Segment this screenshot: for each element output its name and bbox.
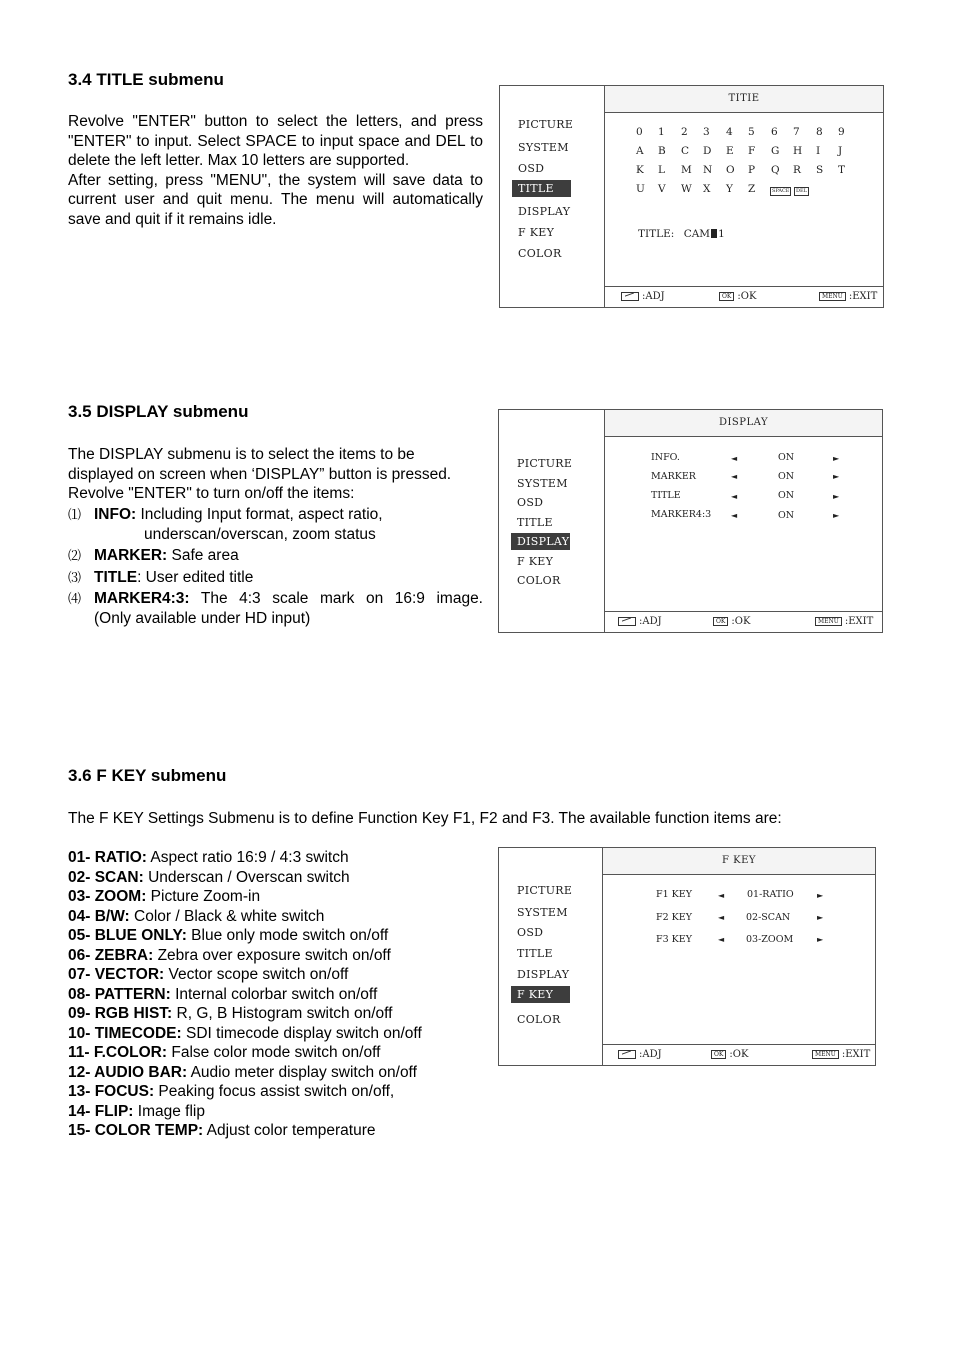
menu-item-color[interactable]: COLOR <box>517 574 561 587</box>
fkey-row-label: F2 KEY <box>656 912 692 923</box>
menu-item-system[interactable]: SYSTEM <box>517 906 568 919</box>
char-cell[interactable]: Q <box>771 164 780 176</box>
char-cell[interactable]: W <box>681 183 692 195</box>
list-item: 03- ZOOM: Picture Zoom-in <box>68 888 261 905</box>
menu-item-system[interactable]: SYSTEM <box>517 477 568 490</box>
list-item: 10- TIMECODE: SDI timecode display switch on/off <box>68 1024 422 1042</box>
footer-adj: :ADJ <box>621 287 665 307</box>
menu-item-picture[interactable]: PICTURE <box>517 457 573 470</box>
char-cell[interactable]: X <box>703 183 711 195</box>
char-cell[interactable]: O <box>726 164 735 176</box>
char-cell[interactable]: I <box>816 145 821 157</box>
title-osd-screen <box>499 85 884 308</box>
title-para-2: After setting, press "MENU", the system will save data to current user and quit menu. The menu will automatically save and quit if it remains idle. <box>68 171 483 228</box>
display-row-label: INFO. <box>651 452 680 463</box>
menu-item-system[interactable]: SYSTEM <box>518 141 569 154</box>
fkey-row-value[interactable]: 01-RATIO <box>747 889 794 900</box>
char-cell[interactable]: F <box>748 145 756 157</box>
footer-ok: OK :OK <box>713 612 750 632</box>
arrow-right-icon[interactable]: ► <box>833 492 840 501</box>
arrow-left-icon[interactable]: ◄ <box>718 935 725 944</box>
char-cell[interactable]: L <box>658 164 665 176</box>
section-heading-title: 3.4 TITLE submenu <box>68 70 224 89</box>
fkey-row-value[interactable]: 03-ZOOM <box>746 934 794 945</box>
display-intro-3: Revolve "ENTER" to turn on/off the items: <box>68 485 355 502</box>
menu-item-osd[interactable]: OSD <box>518 162 545 175</box>
footer-adj: :ADJ <box>618 612 662 632</box>
display-row-value[interactable]: ON <box>778 510 795 521</box>
arrow-right-icon[interactable]: ► <box>833 472 840 481</box>
rotate-knob-icon <box>621 292 639 301</box>
menu-item-display-selected[interactable]: DISPLAY <box>511 533 570 550</box>
osd-header: DISPLAY <box>605 410 882 437</box>
fkey-intro: The F KEY Settings Submenu is to define Function Key F1, F2 and F3. The available function items are: <box>68 810 782 827</box>
char-cell[interactable]: K <box>636 164 644 176</box>
menu-item-osd[interactable]: OSD <box>517 496 544 509</box>
footer-exit: MENU :EXIT <box>815 612 873 632</box>
list-item: ⑶ TITLE: User edited title <box>68 568 254 586</box>
char-cell[interactable]: Z <box>748 183 756 195</box>
arrow-left-icon[interactable]: ◄ <box>718 891 725 900</box>
char-cell[interactable]: 4 <box>726 126 733 138</box>
menu-item-display[interactable]: DISPLAY <box>518 205 571 218</box>
title-description <box>68 112 483 229</box>
list-item: 12- AUDIO BAR: Audio meter display switch on/off <box>68 1063 417 1081</box>
arrow-right-icon[interactable]: ► <box>833 511 840 520</box>
list-item: 06- ZEBRA: Zebra over exposure switch on/off <box>68 946 391 964</box>
char-cell[interactable]: D <box>703 145 712 157</box>
menu-item-title-selected[interactable]: TITLE <box>512 180 571 197</box>
list-item: 02- SCAN: Underscan / Overscan switch <box>68 868 350 886</box>
display-description <box>68 445 488 504</box>
display-row-label: TITLE <box>651 490 681 501</box>
space-button[interactable]: SPACE <box>772 188 790 194</box>
osd-menu-list <box>499 410 605 632</box>
char-cell[interactable]: Y <box>726 183 733 195</box>
menu-key-icon: MENU <box>812 1050 839 1059</box>
char-cell[interactable]: C <box>681 145 690 157</box>
footer-adj: :ADJ <box>618 1045 662 1065</box>
char-cell[interactable]: S <box>816 164 824 176</box>
osd-header: F KEY <box>603 848 875 875</box>
osd-header: TITIE <box>605 86 883 113</box>
menu-item-title[interactable]: TITLE <box>517 516 553 529</box>
menu-item-picture[interactable]: PICTURE <box>517 884 573 897</box>
title-value-row <box>638 228 725 240</box>
del-button[interactable]: DEL <box>796 188 807 194</box>
section-heading-display: 3.5 DISPLAY submenu <box>68 402 249 421</box>
section-heading-fkey: 3.6 F KEY submenu <box>68 766 227 785</box>
osd-menu-list <box>500 86 605 307</box>
display-intro-2: displayed on screen when ‘DISPLAY” button is pressed. <box>68 465 452 483</box>
fkey-function-list <box>68 848 498 1141</box>
list-item: 01- RATIO: Aspect ratio 16:9 / 4:3 switch <box>68 849 349 866</box>
display-item-list <box>68 505 483 628</box>
char-cell[interactable]: 7 <box>793 126 800 138</box>
list-item: 15- COLOR TEMP: Adjust color temperature <box>68 1122 376 1139</box>
arrow-right-icon[interactable]: ► <box>817 935 824 944</box>
arrow-right-icon[interactable]: ► <box>817 913 824 922</box>
osd-footer <box>603 1044 875 1065</box>
menu-key-icon: MENU <box>815 617 842 626</box>
display-row-value[interactable]: ON <box>778 490 795 501</box>
osd-footer <box>605 286 883 307</box>
char-cell[interactable]: 6 <box>771 126 778 138</box>
menu-item-fkey-selected[interactable]: F KEY <box>511 986 570 1003</box>
display-osd-screen <box>498 409 883 633</box>
title-value-text: CAM <box>683 228 711 240</box>
list-item: 08- PATTERN: Internal colorbar switch on/off <box>68 985 378 1003</box>
list-item: ⑴ INFO: Including Input format, aspect ratio, underscan/overscan, zoom status <box>68 506 383 543</box>
display-row-value[interactable]: ON <box>778 471 795 482</box>
char-cell[interactable]: R <box>793 164 801 176</box>
title-value[interactable] <box>684 228 725 240</box>
char-cell[interactable]: E <box>726 145 734 157</box>
menu-key-icon: MENU <box>819 292 846 301</box>
char-cell[interactable]: T <box>838 164 846 176</box>
list-item: 11- F.COLOR: False color mode switch on/off <box>68 1044 381 1061</box>
arrow-left-icon[interactable]: ◄ <box>718 913 725 922</box>
list-item: 14- FLIP: Image flip <box>68 1102 205 1120</box>
char-cell[interactable]: B <box>658 145 666 157</box>
ok-key-icon: OK <box>719 292 734 301</box>
display-intro-1: The DISPLAY submenu is to select the items to be <box>68 446 415 463</box>
arrow-left-icon[interactable]: ◄ <box>731 511 738 520</box>
list-item: 09- RGB HIST: R, G, B Histogram switch on/off <box>68 1005 393 1022</box>
display-row-label: MARKER <box>651 471 696 482</box>
arrow-right-icon[interactable]: ► <box>817 891 824 900</box>
char-cell[interactable]: 3 <box>703 126 710 138</box>
menu-item-osd[interactable]: OSD <box>517 926 544 939</box>
arrow-left-icon[interactable]: ◄ <box>731 472 738 481</box>
rotate-knob-icon <box>618 617 636 626</box>
char-cell[interactable]: A <box>636 145 644 157</box>
menu-item-color[interactable]: COLOR <box>517 1013 561 1026</box>
list-item: 07- VECTOR: Vector scope switch on/off <box>68 966 349 983</box>
arrow-left-icon[interactable]: ◄ <box>731 492 738 501</box>
menu-item-title[interactable]: TITLE <box>517 947 553 960</box>
fkey-row-value[interactable]: 02-SCAN <box>746 912 791 923</box>
fkey-osd-screen <box>498 847 876 1066</box>
char-cell[interactable]: 9 <box>838 126 845 138</box>
list-item: 05- BLUE ONLY: Blue only mode switch on/off <box>68 927 389 944</box>
menu-item-fkey[interactable]: F KEY <box>518 226 555 239</box>
osd-footer <box>605 611 882 632</box>
footer-exit: MENU :EXIT <box>812 1045 870 1065</box>
footer-exit: MENU :EXIT <box>819 287 877 307</box>
char-cell[interactable]: P <box>748 164 756 176</box>
ok-key-icon: OK <box>713 617 728 626</box>
rotate-knob-icon <box>618 1050 636 1059</box>
char-cell[interactable]: 5 <box>748 126 755 138</box>
char-cell[interactable]: N <box>703 164 713 176</box>
footer-ok: OK :OK <box>711 1045 748 1065</box>
char-cell[interactable]: U <box>636 183 645 195</box>
char-cell[interactable]: 0 <box>636 126 643 138</box>
char-cell[interactable]: V <box>658 183 666 195</box>
arrow-left-icon[interactable]: ◄ <box>731 454 738 463</box>
list-item: ⑵ MARKER: Safe area <box>68 547 239 564</box>
fkey-row-label: F3 KEY <box>656 934 692 945</box>
title-para-1: Revolve "ENTER" button to select the letters, and press "ENTER" to input. Select SPACE to input space and DEL to delete the left letter. Max 10 letters are supported. <box>68 113 483 169</box>
text-cursor <box>711 229 717 238</box>
display-row-label: MARKER4:3 <box>651 509 712 520</box>
char-cell[interactable]: 2 <box>681 126 688 138</box>
list-item: ⑷ MARKER4:3: The 4:3 scale mark on 16:9 image. (Only available under HD input) <box>68 590 483 627</box>
char-cell[interactable]: 8 <box>816 126 823 138</box>
fkey-row-label: F1 KEY <box>656 889 692 900</box>
char-cell[interactable]: M <box>681 164 692 176</box>
list-item: 04- B/W: Color / Black & white switch <box>68 907 325 925</box>
footer-ok: OK :OK <box>719 287 756 307</box>
menu-item-picture[interactable]: PICTURE <box>518 118 574 131</box>
ok-key-icon: OK <box>711 1050 726 1059</box>
char-cell[interactable]: J <box>838 145 843 157</box>
title-label: TITLE: <box>638 228 675 240</box>
title-value-text-tail: 1 <box>718 228 725 240</box>
display-row-value[interactable]: ON <box>778 452 795 463</box>
osd-menu-list <box>499 848 603 1065</box>
arrow-right-icon[interactable]: ► <box>833 454 840 463</box>
menu-item-display[interactable]: DISPLAY <box>517 968 570 981</box>
list-item: 13- FOCUS: Peaking focus assist switch on/off, <box>68 1083 395 1100</box>
char-cell[interactable]: H <box>793 145 803 157</box>
menu-item-color[interactable]: COLOR <box>518 247 562 260</box>
char-cell[interactable]: 1 <box>658 126 665 138</box>
char-cell[interactable]: G <box>771 145 780 157</box>
menu-item-fkey[interactable]: F KEY <box>517 555 554 568</box>
